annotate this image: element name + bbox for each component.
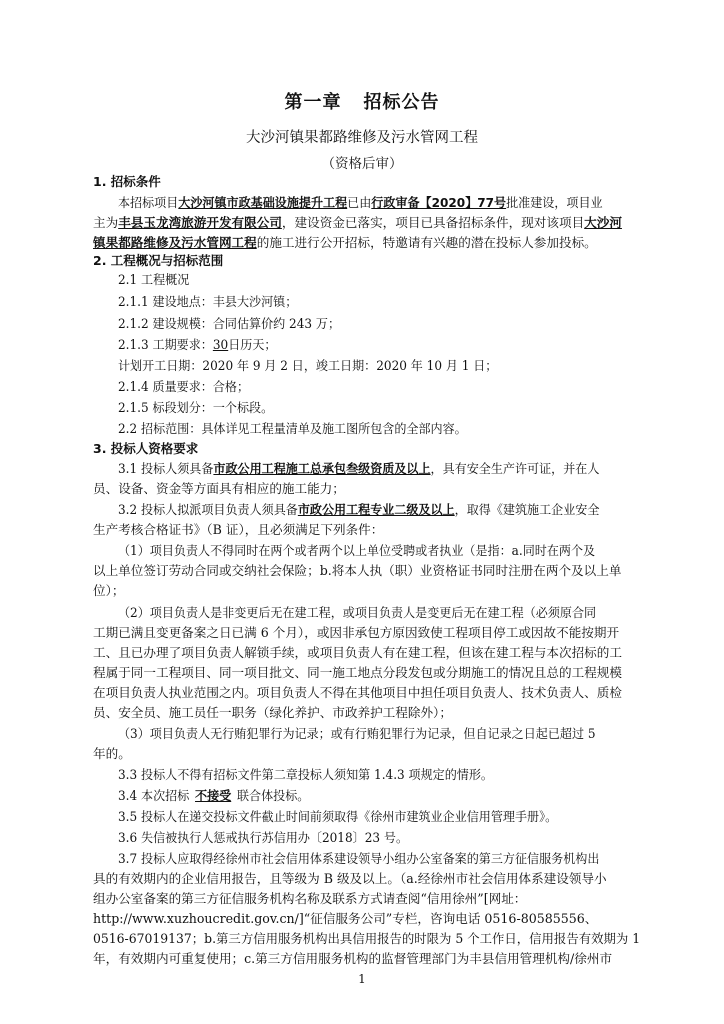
project-title: 大沙河镇果都路维修及污水管网工程 xyxy=(246,130,478,146)
condition-2-line-2: 工期已满且变更备案之日已满 6 个月），或因非承包方原因致使工程项目停工或因故不能按期开 xyxy=(93,625,620,640)
sec3-1-line-2: 员、设备、资金等方面具有相应的施工能力； xyxy=(93,481,345,496)
owner-name: 丰县玉龙湾旅游开发有限公司 xyxy=(118,215,282,230)
text-span: 3.1 投标人须具备 xyxy=(118,461,214,476)
condition-2-line-6: 员、安全员、施工员任一职务（绿化养护、市政养护工程除外）； xyxy=(93,705,452,720)
text-span: 本招标项目 xyxy=(118,195,179,210)
page-number: 1 xyxy=(358,972,366,986)
text-span: 2.1.3 工期要求： xyxy=(118,337,213,352)
sec2-1-4: 2.1.4 质量要求：合格； xyxy=(118,379,250,394)
text-span: 3.2 投标人拟派项目负责人须具备 xyxy=(118,502,298,517)
schedule-dates: 计划开工日期：2020 年 9 月 2 日，竣工日期：2020 年 10 月 1 日； xyxy=(118,358,498,373)
chapter-name: 招标公告 xyxy=(363,92,440,113)
condition-3-line-1: （3）项目负责人无行贿犯罪行为记录；或有行贿犯罪行为记录，但自记录之日起已超过 5 xyxy=(118,726,596,741)
sec2-1-3 xyxy=(118,335,640,355)
sec2-1: 2.1 工程概况 xyxy=(118,272,190,287)
joint-venture-policy: 不接受 xyxy=(195,788,232,803)
sec2-1-5: 2.1.5 标段划分：一个标段。 xyxy=(118,400,274,415)
sec3-5: 3.5 投标人在递交投标文件截止时间前须取得《徐州市建筑业企业信用管理手册》。 xyxy=(118,809,558,824)
sec1-line-1 xyxy=(118,193,640,213)
text-span: 3.4 本次招标 xyxy=(118,788,190,803)
sec3-3: 3.3 投标人不得有招标文件第二章投标人须知第 1.4.3 项规定的情形。 xyxy=(118,767,494,782)
condition-2-line-5: 在项目负责人执业范围之内。项目负责人不得在其他项目中担任项目负责人、技术负责人、质检 xyxy=(93,685,622,700)
sec1-line-2 xyxy=(93,213,638,233)
condition-2-line-4: 程属于同一工程项目、同一项目批文、同一施工地点分段发包或分期施工的情况且总的工程规模 xyxy=(93,665,622,680)
text-span: ，建设资金已落实，项目已具备招标条件，现对该项目 xyxy=(281,215,585,230)
sec2-1-2: 2.1.2 建设规模：合同估算价约 243 万； xyxy=(118,316,341,331)
sec3-7-line-2: 具的有效期内的企业信用报告，且等级为 B 级及以上。（a.经徐州市社会信用体系建设领导小 xyxy=(93,871,607,886)
approval-number: 行政审备【2020】77号 xyxy=(371,195,507,210)
condition-1-line-2: 以上单位签订劳动合同或交纳社会保险；b.将本人执（职）业资格证书同时注册在两个及以上单 xyxy=(93,563,622,578)
section-1-heading: 1. 招标条件 xyxy=(93,174,161,189)
text-span: ，具有安全生产许可证，并在人 xyxy=(430,461,600,476)
section-3-heading: 3. 投标人资格要求 xyxy=(93,441,199,456)
condition-2-line-3: 工、且已办理了项目负责人解锁手续，或项目负责人有在建工程，但该在建工程与本次招标的工 xyxy=(93,645,622,660)
chapter-title xyxy=(0,88,724,114)
text-span: ，取得《建筑施工企业安全 xyxy=(454,502,600,517)
text-span: 日历天； xyxy=(228,337,277,352)
condition-1-line-1: （1）项目负责人不得同时在两个或者两个以上单位受聘或者执业（是指：a.同时在两个及 xyxy=(118,543,596,558)
sec3-7-line-3: 组办公室备案的第三方征信服务机构名称及联系方式请查阅“信用徐州”[网址： xyxy=(93,891,527,906)
text-span: 主为 xyxy=(93,215,119,230)
sec3-2-line-2: 生产考核合格证书》（B 证），且必须满足下列条件： xyxy=(93,522,384,537)
qualification-requirement: 市政公用工程施工总承包叁级资质及以上 xyxy=(213,461,431,476)
sec2-1-1: 2.1.1 建设地点：丰县大沙河镇； xyxy=(118,294,298,309)
project-name-part: 大沙河 xyxy=(584,215,622,230)
text-span: 已由 xyxy=(347,195,372,210)
sec3-7-line-4: http://www.xuzhoucredit.gov.cn/]“征信服务公司”专栏，咨询电话 0516-80585556、 xyxy=(93,911,598,926)
condition-3-line-2: 年的。 xyxy=(93,746,131,761)
qualification-note: （资格后审） xyxy=(321,156,403,172)
sec3-1-line-1 xyxy=(118,459,640,479)
project-name-highlight: 大沙河镇市政基础设施提升工程 xyxy=(178,195,348,210)
text-span: 批准建设，项目业 xyxy=(506,195,603,210)
condition-1-line-3: 位）； xyxy=(93,583,125,598)
sec3-2-line-1 xyxy=(118,500,640,520)
manager-requirement: 市政公用工程专业二级及以上 xyxy=(297,502,455,517)
sec2-2: 2.2 招标范围：具体详见工程量清单及施工图所包含的全部内容。 xyxy=(118,421,467,436)
duration-days: 30 xyxy=(212,337,229,352)
section-2-heading: 2. 工程概况与招标范围 xyxy=(93,253,224,268)
sec3-7-line-1: 3.7 投标人应取得经徐州市社会信用体系建设领导小组办公室备案的第三方征信服务机构出 xyxy=(118,851,600,866)
sec3-6: 3.6 失信被执行人惩戒执行苏信用办〔2018〕23 号。 xyxy=(118,830,409,845)
sec3-7-line-5: 0516-67019137；b.第三方信用服务机构出具信用报告的时限为 5 个工作日，信用报告有效期为 1 xyxy=(93,931,641,946)
project-name-part: 镇果都路维修及污水管网工程 xyxy=(93,235,257,250)
sec1-line-3 xyxy=(93,233,638,253)
text-span: 联合体投标。 xyxy=(236,788,310,803)
condition-2-line-1: （2）项目负责人是非变更后无在建工程，或项目负责人是变更后无在建工程（必须原合同 xyxy=(118,605,597,620)
sec3-4 xyxy=(118,786,640,806)
sec3-7-line-6: 年，有效期内可重复使用；c.第三方信用服务机构的监督管理部门为丰县信用管理机构/徐州市 xyxy=(93,951,613,966)
text-span: 的施工进行公开招标，特邀请有兴趣的潜在投标人参加投标。 xyxy=(256,235,597,250)
chapter-number: 第一章 xyxy=(284,92,342,113)
